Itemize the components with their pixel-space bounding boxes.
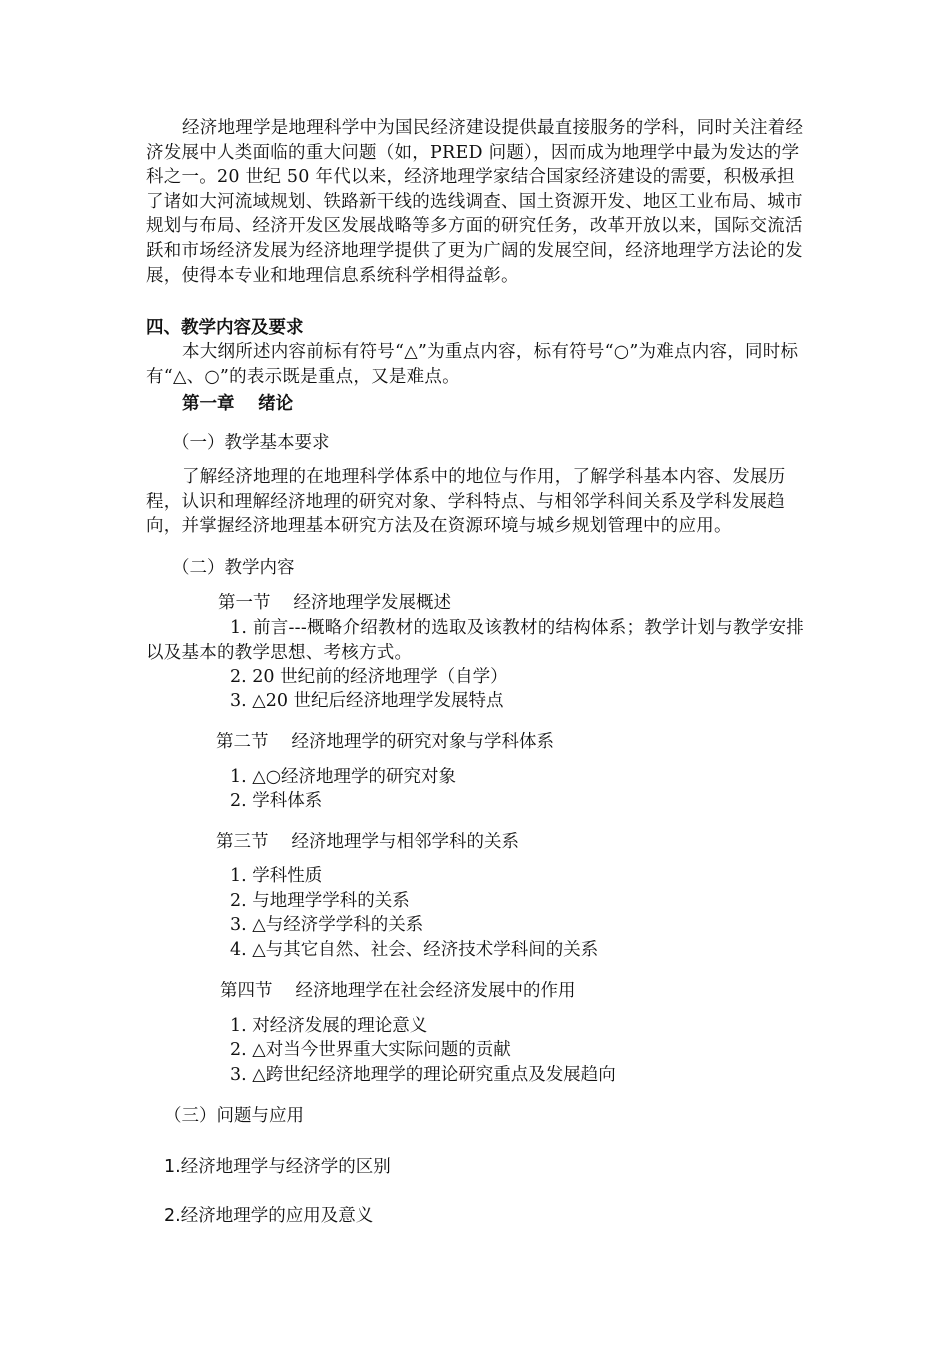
intro-paragraph: 经济地理学是地理科学中为国民经济建设提供最直接服务的学科，同时关注着经济发展中人类面临的重大问题（如，PRED 问题），因而成为地理学中最为发达的学科之一。20 世纪 50 年代以来，经济地理学家结合国家经济建设的需要，积极承担了诸如大河流域规划、铁路新干线的选线调查、国土资源开发、地区工业布局、城市规划与布局、经济开发区发展战略等多方面的研究任务，改革开放以来，国际交流活跃和市场经济发展为经济地理学提供了更为广阔的发展空间，经济地理学方法论的发展，使得本专业和地理信息系统科学相得益彰。 [146,118,804,286]
section-3-item: 1. 学科性质 [230,866,323,886]
section-3-item: 3. △与经济学学科的关系 [230,915,424,935]
section-3-item: 2. 与地理学学科的关系 [230,891,410,911]
section-2-title: 第二节 经济地理学的研究对象与学科体系 [216,732,555,752]
content-heading: （二）教学内容 [172,558,295,578]
qa-heading: （三）问题与应用 [164,1106,304,1126]
qa-item: 1.经济地理学与经济学的区别 [164,1157,391,1177]
section-2-item: 2. 学科体系 [230,791,323,811]
requirements-paragraph: 了解经济地理的在地理科学体系中的地位与作用，了解学科基本内容、发展历程，认识和理解经济地理的研究对象、学科特点、与相邻学科间关系及学科发展趋向，并掌握经济地理基本研究方法及在资源环境与城乡规划管理中的应用。 [146,467,786,537]
section-4-item: 3. △跨世纪经济地理学的理论研究重点及发展趋向 [230,1065,616,1085]
section-1-title: 第一节 经济地理学发展概述 [218,593,452,613]
section-1-item: 3. △20 世纪后经济地理学发展特点 [230,691,504,711]
section-3-title: 第三节 经济地理学与相邻学科的关系 [216,832,520,852]
section-1-item: 1. 前言---概略介绍教材的选取及该教材的结构体系；教学计划与教学安排以及基本的教学思想、考核方式。 [146,618,804,663]
section-4-item: 1. 对经济发展的理论意义 [230,1016,428,1036]
section-4-title: 第四节 经济地理学在社会经济发展中的作用 [220,981,576,1001]
section-3-item: 4. △与其它自然、社会、经济技术学科间的关系 [230,940,599,960]
section-4-item: 2. △对当今世界重大实际问题的贡献 [230,1040,511,1060]
qa-item: 2.经济地理学的应用及意义 [164,1206,374,1226]
section-heading: 四、教学内容及要求 [146,318,304,338]
requirements-heading: （一）教学基本要求 [172,433,330,453]
section-2-item: 1. △○经济地理学的研究对象 [230,767,456,787]
chapter-title: 第一章 绪论 [182,394,294,414]
section-1-item: 2. 20 世纪前的经济地理学（自学） [230,667,508,687]
symbol-note-paragraph: 本大纲所述内容前标有符号“△”为重点内容，标有符号“○”为难点内容，同时标有“△、○”的表示既是重点，又是难点。 [146,342,799,387]
